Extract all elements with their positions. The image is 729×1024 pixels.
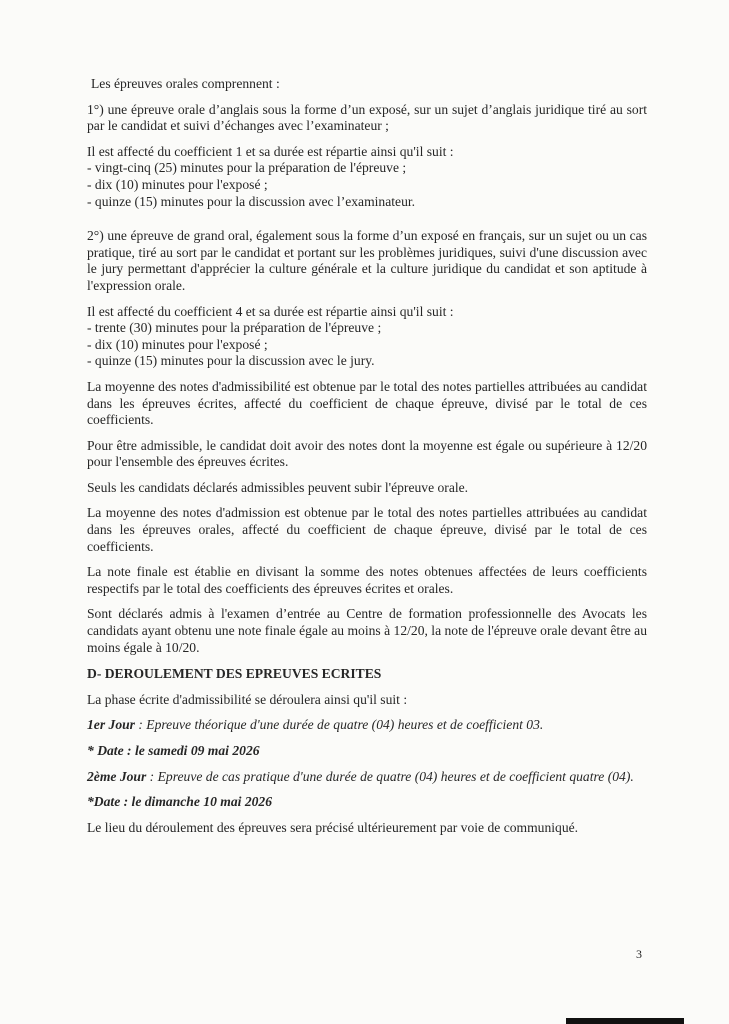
page-number: 3: [636, 947, 642, 961]
written-phase-intro: La phase écrite d'admissibilité se déroulera ainsi qu'il suit :: [87, 691, 408, 707]
footer-bar: [566, 1018, 684, 1024]
admissibility-average-paragraph: La moyenne des notes d'admissibilité est obtenue par le total des notes partielles attribuées au candidat dans les épreuves écrites, affecté du coefficient de chaque épreuve, divisé par le total de ces coefficients.: [87, 378, 647, 428]
oral-exam-2: 2°) une épreuve de grand oral, également sous la forme d’un exposé en français, sur un sujet ou un cas pratique, tiré au sort par le candidat et portant sur les problèmes juridiques, suivi d'une discussion avec le jury permettant d'apprécier la culture générale et la culture juridique du candidat et son aptitude à l'expression orale.: [87, 228, 647, 293]
oral-intro: Les épreuves orales comprennent :: [91, 76, 280, 91]
exam-location-note: Le lieu du déroulement des épreuves sera précisé ultérieurement par voie de communiqué.: [87, 819, 579, 835]
document-page: [87, 76, 647, 836]
oral-eligibility-paragraph: Seuls les candidats déclarés admissibles peuvent subir l'épreuve orale.: [87, 479, 469, 495]
day-2-label: 2ème Jour: [87, 768, 147, 784]
day-1-label: 1er Jour: [87, 717, 135, 733]
day-2-line: [87, 769, 647, 786]
day-2-date: *Date : le dimanche 10 mai 2026: [87, 794, 273, 810]
oral-exam-1: 1°) une épreuve orale d’anglais sous la forme d’un exposé, sur un sujet d’anglais juridique tiré au sort par le candidat et suivi d’échanges avec l’examinateur ;: [87, 101, 647, 134]
oral-exam-1-item: - quinze (15) minutes pour la discussion avec l’examinateur.: [87, 193, 416, 209]
day-1-date: * Date : le samedi 09 mai 2026: [87, 743, 260, 758]
final-grade-paragraph: La note finale est établie en divisant la somme des notes obtenues affectées de leurs coefficients respectifs par le total des coefficients des épreuves écrites et orales.: [87, 564, 647, 596]
admission-conditions-paragraph: Sont déclarés admis à l'examen d’entrée au Centre de formation professionnelle des Avocats les candidats ayant obtenu une note finale égale au moins à 12/20, la note de l'épreuve orale devant être au moins égale à 10/20.: [87, 606, 647, 655]
oral-exam-2-item: - quinze (15) minutes pour la discussion avec le jury.: [87, 353, 375, 369]
admission-average-paragraph: La moyenne des notes d'admission est obtenue par le total des notes partielles attribuées au candidat dans les épreuves orales, affecté du coefficient de chaque épreuve, divisé par le total de ces coefficients.: [87, 505, 647, 554]
oral-exam-1-item: - vingt-cinq (25) minutes pour la préparation de l'épreuve ;: [87, 160, 407, 176]
oral-exam-2-item: - trente (30) minutes pour la préparation de l'épreuve ;: [87, 320, 382, 336]
oral-exam-1-coefficient: Il est affecté du coefficient 1 et sa durée est répartie ainsi qu'il suit :: [87, 143, 454, 159]
day-2-description: : Epreuve de cas pratique d'une durée de quatre (04) heures et de coefficient quatre (04).: [146, 768, 634, 784]
day-1-description: : Epreuve théorique d'une durée de quatre (04) heures et de coefficient 03.: [134, 717, 544, 733]
oral-exam-1-item: - dix (10) minutes pour l'exposé ;: [87, 176, 268, 192]
section-d-heading: D- DEROULEMENT DES EPREUVES ECRITES: [87, 666, 382, 682]
day-1-line: [87, 717, 647, 734]
admissibility-threshold-paragraph: Pour être admissible, le candidat doit avoir des notes dont la moyenne est égale ou supérieure à 12/20 pour l'ensemble des épreuves écrites.: [87, 437, 647, 470]
oral-exam-2-coefficient: Il est affecté du coefficient 4 et sa durée est répartie ainsi qu'il suit :: [87, 303, 454, 319]
oral-exam-2-item: - dix (10) minutes pour l'exposé ;: [87, 336, 268, 352]
